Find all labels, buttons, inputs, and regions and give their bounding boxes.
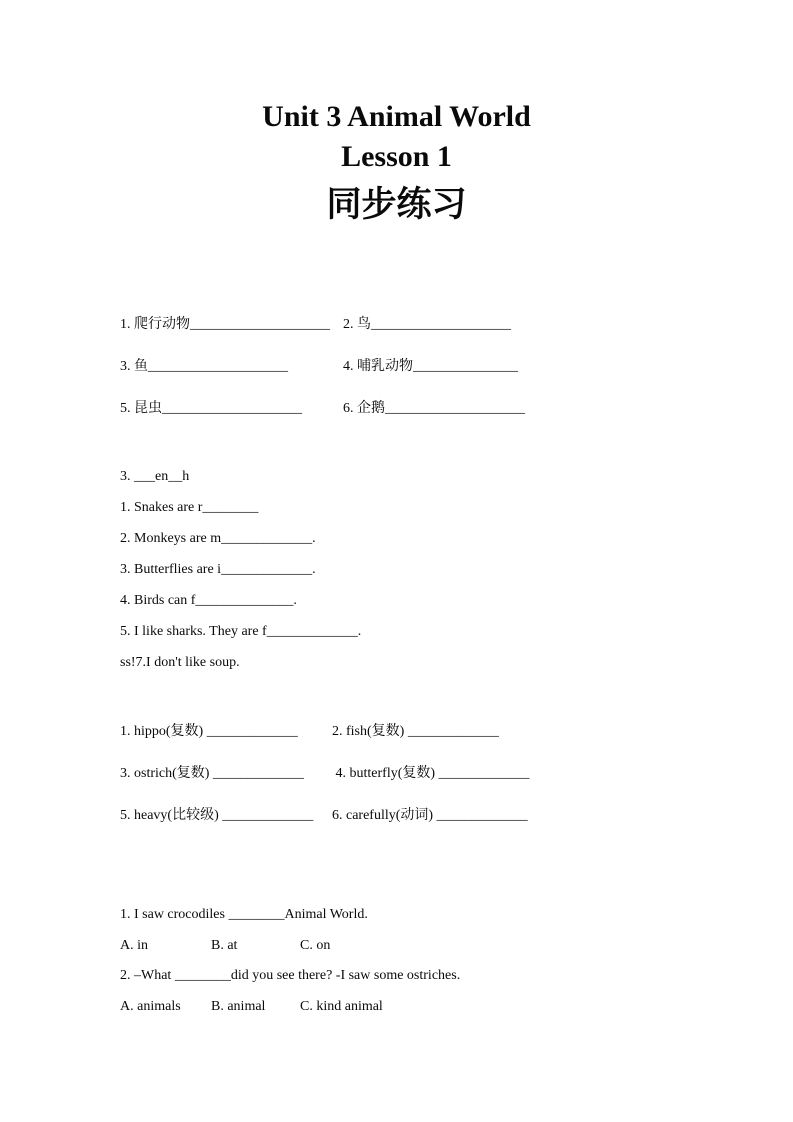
fill-line: 1. Snakes are r________ <box>120 500 259 515</box>
vocab-row <box>0 316 793 334</box>
word-form-item: 1. hippo(复数) _____________ <box>120 724 298 739</box>
fill-line: 2. Monkeys are m_____________. <box>120 531 316 546</box>
vocab-item: 5. 昆虫____________________ <box>120 401 302 416</box>
word-form-row <box>0 765 793 783</box>
fill-line: 3. Butterflies are i_____________. <box>120 562 316 577</box>
vocab-item: 1. 爬行动物____________________ <box>120 317 330 332</box>
choice-option: C. kind animal <box>300 999 383 1014</box>
fill-line: 4. Birds can f______________. <box>120 593 297 608</box>
word-form-item: 5. heavy(比较级) _____________ <box>120 808 314 823</box>
choice-options-row <box>0 998 793 1016</box>
vocab-item: 6. 企鹅____________________ <box>343 401 525 416</box>
word-form-row <box>0 807 793 825</box>
word-form-item: 2. fish(复数) _____________ <box>332 724 499 739</box>
vocab-row <box>0 358 793 376</box>
fill-line: 5. I like sharks. They are f_____________. <box>120 624 362 639</box>
choice-question: 1. I saw crocodiles ________Animal World. <box>120 907 368 922</box>
page-subtitle-lesson: Lesson 1 <box>341 140 452 173</box>
choice-option: B. at <box>211 938 238 953</box>
page-subtitle-exercise: 同步练习 <box>326 185 467 224</box>
vocab-item: 4. 哺乳动物_______________ <box>343 359 518 374</box>
fill-line: 3. ___en__h <box>120 469 190 484</box>
word-form-item: 3. ostrich(复数) _____________ <box>120 766 304 781</box>
word-form-row <box>0 723 793 741</box>
page-title: Unit 3 Animal World <box>262 100 531 133</box>
vocab-item: 2. 鸟____________________ <box>343 317 511 332</box>
fill-line: ss!7.I don't like soup. <box>120 655 240 670</box>
choice-option: C. on <box>300 938 331 953</box>
vocab-item: 3. 鱼____________________ <box>120 359 288 374</box>
choice-options-row <box>0 937 793 955</box>
vocab-row <box>0 400 793 418</box>
choice-option: A. in <box>120 938 148 953</box>
choice-option: B. animal <box>211 999 266 1014</box>
word-form-item: 4. butterfly(复数) _____________ <box>332 766 530 781</box>
choice-question: 2. –What ________did you see there? -I saw some ostriches. <box>120 968 461 983</box>
choice-option: A. animals <box>120 999 181 1014</box>
word-form-item: 6. carefully(动词) _____________ <box>332 808 528 823</box>
